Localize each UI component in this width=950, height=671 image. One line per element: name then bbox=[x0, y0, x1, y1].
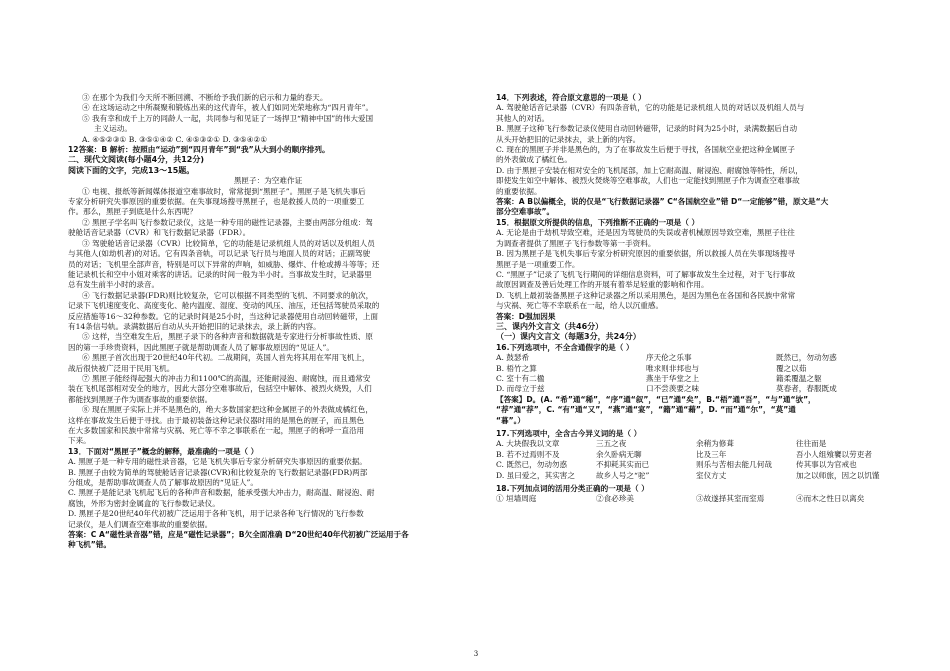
option-cell: 余稍为修葺 bbox=[696, 439, 734, 449]
option-cell: 则乐与苦相去能几何哉 bbox=[696, 460, 772, 470]
option-cell: ②食必珍美 bbox=[596, 494, 634, 504]
text-line: 专家分析研究失事原因的重要依据。在失事现场搜寻黑匣子，也是救援人员的一项重要工 bbox=[68, 197, 365, 207]
option-cell: 既然已，勿动勿惑 bbox=[776, 353, 837, 363]
q17-stem: 17.下列选项中，全含古今异义词的是（ ） bbox=[496, 429, 642, 438]
q15-option-b: B. 因为黑匣子是飞机失事后专家分析研究原因的重要依据，所以救援人员在失事现场搜寻 bbox=[496, 249, 795, 259]
q14-option-b: B. 黑匣子这种飞行参数记录仪使用自动回转磁带，记录的时间为25小时，录满数据后自动 bbox=[496, 124, 798, 134]
option-cell: 三五之夜 bbox=[596, 439, 627, 449]
option-cell: 传其事以为官戒也 bbox=[796, 460, 857, 470]
text-line: ⑦ 黑匣子能经得起强大的冲击力和1100℃的高温，还能耐浸泡、耐腐蚀，而且通常安 bbox=[82, 373, 371, 383]
q14-stem: 14．下列表述，符合原文意思的一项是（ ） bbox=[496, 93, 646, 102]
section-heading: 三、课内外文言文（共46分） bbox=[496, 321, 604, 331]
option-cell: C. 既然已，勿动勿惑 bbox=[496, 460, 568, 470]
text-line: 战后很快被广泛用于民用飞机。 bbox=[68, 363, 175, 373]
article-title: 黑匣子：为空难作证 bbox=[233, 176, 303, 186]
option-cell: 燕坐于华堂之上 bbox=[646, 373, 700, 383]
text-line: 记录仪，是人们调查空难事故的重要依据。 bbox=[68, 519, 213, 529]
q15-answer: 答案：D强加因果 bbox=[496, 311, 556, 321]
text-line: ② 黑匣子学名叫飞行参数记录仪，这是一种专用的磁性记录器，主要由两部分组成：驾 bbox=[82, 217, 373, 227]
q16-answer-end: “暮”。） bbox=[496, 415, 525, 425]
option-cell: C. 室十有二楹 bbox=[496, 373, 545, 383]
text-line: 驶舱话音记录器（CVR）和飞行数据记录器（FDR）。 bbox=[68, 228, 251, 238]
text-line: 的重要依据。 bbox=[496, 186, 542, 196]
option-cell: 加之以师旅，因之以饥馑 bbox=[796, 470, 880, 480]
q15-option-a: A. 无论是由于劫机导致空难，还是因为驾驶员的失误或者机械原因导致空难，黑匣子往往 bbox=[496, 228, 795, 238]
text-line: ④ 在这场运动之中所凝聚和锻炼出来的这代青年，被人们如同光荣地称为“四月青年”。 bbox=[82, 103, 374, 113]
text-line: 黑匣子是一项重要工作。 bbox=[496, 259, 580, 269]
text-line: 为调查者提供了黑匣子飞行参数等第一手资料。 bbox=[496, 238, 656, 248]
option-cell: 余久卧病无聊 bbox=[596, 449, 642, 459]
subsection-heading: （一）课内文言文（每题3分，共24分） bbox=[496, 332, 641, 342]
q13-option-d: D. 黑匣子是20世纪40年代初被广泛运用于各种飞机，用于记录各种飞行情况的飞行参数 bbox=[68, 509, 364, 519]
text-line: 即使发生如空中解体、被烈火焚烧等空难事故，人们也一定能找到黑匣子作为调查空难事故 bbox=[496, 176, 800, 186]
option-cell: B. 梧竹之算 bbox=[496, 363, 537, 373]
text-line: 主义运动。 bbox=[94, 124, 132, 134]
option-cell: 籍柔覆温之躯 bbox=[776, 373, 822, 383]
text-line: 从头开始把旧的记录抹去，录上新的内容。 bbox=[496, 134, 641, 144]
q16-option-c bbox=[496, 374, 896, 384]
text-line: 作。那么，黑匣子到底是什么东西呢？ bbox=[68, 207, 198, 217]
option-cell: 莫春者，春服既成 bbox=[776, 384, 837, 394]
q17-option-a bbox=[496, 439, 896, 449]
q14-answer-cont: 部分空难事故”。 bbox=[496, 207, 555, 217]
option-cell: A. 鼓瑟希 bbox=[496, 353, 530, 363]
option-cell: 口不尝羡要之味 bbox=[646, 384, 700, 394]
text-line: ④ 飞行数据记录器(FDR)则比较复杂，它可以根据不同类型的飞机、不同要求的航次， bbox=[82, 290, 374, 300]
text-line: 员的对话；飞机里全部声音，特别是可以下异常的声响，如威胁、爆炸、什枪或搏斗等等；还 bbox=[68, 259, 380, 269]
text-line: 的外表做成了橘红色。 bbox=[496, 155, 572, 165]
option-cell: 比及三年 bbox=[696, 449, 727, 459]
q15-option-d: D. 飞机上最初装备黑匣子这种记录器之所以采用黑色，是因为黑色在各国和各民族中常常 bbox=[496, 290, 796, 300]
q18-options bbox=[496, 494, 896, 504]
text-line: 装在飞机尾部相对安全的地方，因此大部分空难事故后，包括空中解体、被烈火烧毁，人们 bbox=[68, 384, 372, 394]
q13-option-c: C. 黑匣子是能记录飞机起飞后的各种声音和数据，能承受强大冲击力，耐高温、耐浸泡、耐 bbox=[68, 488, 375, 498]
option-cell: D. 而母立于兹 bbox=[496, 384, 545, 394]
text-line: ⑥ 黑匣子首次出现于20世纪40年代初。二战期间，英国人首先将其用在军用飞机上， bbox=[82, 353, 370, 363]
q14-option-c: C. 现在的黑匣子并非是黑色的，为了在事故发生后便于寻找，各国航空业把这种金属匣子 bbox=[496, 145, 795, 155]
text-line: ① 电视、报纸等新闻媒体报道空难事故时，常常提到“黑匣子”。黑匣子是飞机失事后 bbox=[82, 186, 366, 196]
text-line: ③ 在那个为我们今天所不断回溯、不断给予我们新的启示和力量的春天。 bbox=[82, 93, 328, 102]
q17-option-c bbox=[496, 460, 896, 470]
option-cell: ④而木之性日以离矣 bbox=[796, 494, 865, 504]
text-line: 故原因调查及善后处理工作的开展有着举足轻重的影响和作用。 bbox=[496, 280, 709, 290]
text-line: 这样在事故发生后便于寻找。由于最初装备这种记录仪器时用的是黑色的匣子，而且黑色 bbox=[68, 415, 365, 425]
q16-option-b bbox=[496, 364, 896, 374]
option-cell: ③故遂择其室而室焉 bbox=[696, 494, 765, 504]
option-cell: 往往而是 bbox=[796, 439, 827, 449]
text-line: 腐蚀，外形为密封金属盒的飞行参数记录仪。 bbox=[68, 498, 220, 508]
q13-option-a: A. 黑匣子是一种专用的磁性录音器，它是飞机失事后专家分析研究失事原因的重要依据。 bbox=[68, 457, 367, 467]
q13-stem: 13．下面对“黑匣子”概念的解释，最准确的一项是（ ） bbox=[68, 446, 259, 456]
q16-answer: 【答案】D。(A. “希”通“稀”，“序”通“叙”，“已”通“矣”，B.“梧”通“吾”，“与”通“欤”， bbox=[496, 394, 816, 404]
option-cell: B. 若不过焉则不及 bbox=[496, 449, 560, 459]
text-line: 下来。 bbox=[68, 436, 91, 446]
text-line: ⑧ 现在黑匣子实际上并不是黑色的，绝大多数国家把这种金属匣子的外表做成橘红色， bbox=[82, 405, 373, 415]
option-cell: 室仪方丈 bbox=[696, 470, 727, 480]
q16-stem: 16.下列选项中，不全含通假字的是（ ） bbox=[496, 342, 634, 352]
text-line: 其他人的对话。 bbox=[496, 113, 550, 123]
text-line: 分组成，是帮助事故调查人员了解事故原因的“见证人”。 bbox=[68, 478, 259, 488]
text-line: 反应措施等16～32种参数。它的记录时间是25小时，当这种记录器使用自动回转磁带，上面 bbox=[68, 311, 378, 321]
q16-option-a bbox=[496, 353, 896, 363]
left-column bbox=[68, 93, 468, 551]
text-line: 能记录机长和空中小姐对乘客的讲话。记录的时间一般为半小时。当事故发生时，记录器里 bbox=[68, 269, 372, 279]
text-line: ⑤ 这样，当空难发生后，黑匣子录下的各种声音和数据就是专家进行分析事故性质、原 bbox=[82, 332, 373, 342]
text-line: 在大多数国家和民族中常常与灾祸、死亡等不幸之事联系在一起，黑匣子的称呼一直沿用 bbox=[68, 426, 365, 435]
option-cell: 吾小人组飧饔以劳吏者 bbox=[796, 449, 872, 459]
q18-stem: 18.下列加点词的活用分类正确的一项是（ ） bbox=[496, 484, 649, 494]
page-number: 3 bbox=[473, 650, 479, 658]
q13-option-b: B. 黑匣子由较为简单的驾驶舱话音记录器(CVR)和比较复杂的飞行数据记录器(FDR)两部 bbox=[68, 467, 368, 477]
option-cell: D. 虽曰爱之，其实害之 bbox=[496, 470, 575, 480]
q15-option-c: C. “黑匣子”记录了飞机飞行期间的详细信息资料，可了解事故发生全过程，对于飞行事故 bbox=[496, 269, 796, 279]
section-heading: 二、现代文阅读(每小题4分，共12分) bbox=[68, 155, 205, 165]
q12-answer: 12答案：B 解析：按照由“运动”到“四月青年”到“我”从大到小的顺序排列。 bbox=[68, 145, 330, 155]
text-line: 与其他人(如劫机者)的对话。它有四条音轨，可以记录飞行员与地面人员的对话；正副驾驶 bbox=[68, 249, 371, 259]
option-cell: ① 垣墙周庭 bbox=[496, 494, 537, 504]
q14-answer: 答案：A B以偏概全，说的仅是“飞行数据记录器” C“各国航空业”错 D“一定能够”错，原文是“大 bbox=[496, 197, 829, 207]
q14-option-a: A. 驾驶舱话音记录器（CVR）有四条音轨，它的功能是记录机组人员的对话以及机组人员与 bbox=[496, 103, 805, 113]
option-cell: A. 大块假我以文章 bbox=[496, 439, 560, 449]
text-line: 有14条信号轨。录满数据后自动从头开始把旧的记录抹去，录上新的内容。 bbox=[68, 321, 321, 331]
text-line: 总有发生前半小时的录音。 bbox=[68, 280, 160, 290]
option-cell: 覆之以茹 bbox=[776, 363, 807, 373]
text-line: 记录下飞机速度变化、高度变化、舱内温度、湿度、变动的风压、油压，还包括驾驶员采取的 bbox=[68, 301, 380, 311]
q17-option-d bbox=[496, 471, 896, 481]
q13-answer: 答案：C A“磁性录音器”错，应是“磁性记录器”；B欠全面准确 D“20世纪40年代初被广泛运用于各 bbox=[68, 530, 409, 540]
q16-option-d bbox=[496, 384, 896, 394]
option-cell: 序天伦之乐事 bbox=[646, 353, 692, 363]
reading-instruction: 阅读下面的文字，完成13～15题。 bbox=[68, 165, 195, 175]
q14-option-d: D. 由于黑匣子安装在相对安全的飞机尾部，加上它耐高温、耐浸泡、耐腐蚀等特性，所以， bbox=[496, 165, 803, 175]
text-line: 与灾祸、死亡等不幸联系在一起，给人以沉重感。 bbox=[496, 301, 664, 311]
text-line: ③ 驾驶舱话音记录器（CVR）比较简单，它的功能是记录机组人员的对话以及机组人员 bbox=[82, 238, 375, 248]
q15-stem: 15．根据原文所提供的信息，下列推断不正确的一项是（ ） bbox=[496, 217, 700, 227]
text-line: 因的第一手珍贵资料，因此黑匣子就是帮助调查人员了解事故原因的“见证人”。 bbox=[68, 342, 334, 352]
q12-options: A. ④⑤②③① B. ③⑤①④② C. ④⑤③②① D. ③⑤④②① bbox=[82, 134, 268, 144]
q17-option-b bbox=[496, 450, 896, 460]
q16-answer-cont: “荐”通“荐”，C. “有”通“又”，“燕”通“宴”，“籍”通“藉”，D. “而”通“尔”，“莫”通 bbox=[496, 405, 796, 415]
q13-answer-cont: 种飞机”错。 bbox=[68, 540, 111, 550]
option-cell: 故乡人号之“驼” bbox=[596, 470, 650, 480]
text-line: ⑤ 我有幸和成千上万的同龄人一起，共同参与和见证了一场捍卫“精神中国”的伟大爱国 bbox=[82, 113, 374, 123]
option-cell: 不抑耗其实而已 bbox=[596, 460, 650, 470]
right-column bbox=[496, 93, 896, 505]
option-cell: 唯求则非邦也与 bbox=[646, 363, 700, 373]
text-line: 都能找到黑匣子作为调查事故的重要依据。 bbox=[68, 394, 213, 404]
